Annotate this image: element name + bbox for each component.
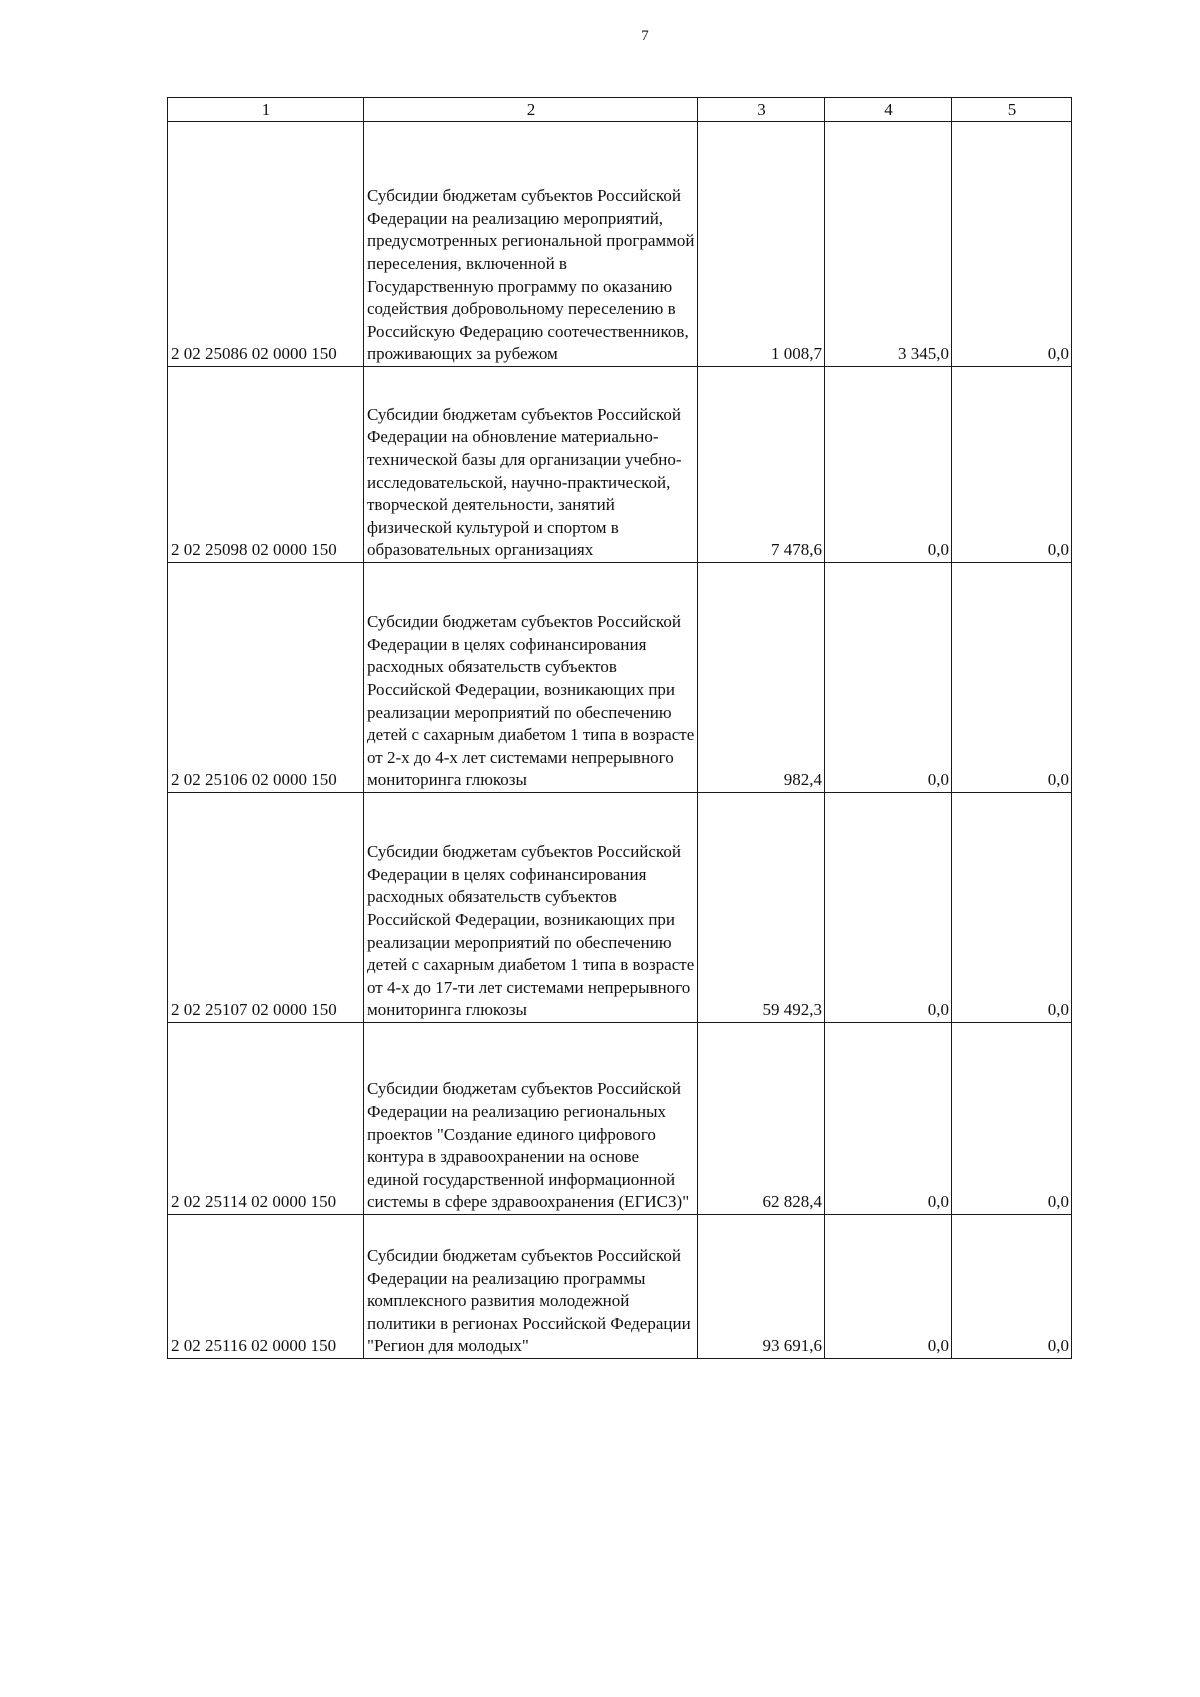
subsidy-description-text: Субсидии бюджетам субъектов Российской Федерации на реализацию программы комплексного развития молодежной политики в регионах Российской Федерации "Регион для молодых" [367, 1246, 691, 1356]
header-col-2: 2 [364, 98, 698, 122]
subsidy-description [364, 793, 698, 1023]
amount-col-3: 59 492,3 [698, 793, 825, 1023]
amount-col-5: 0,0 [952, 1023, 1072, 1215]
subsidy-description-text: Субсидии бюджетам субъектов Российской Федерации на обновление материально-технической базы для организации учебно-исследовательской, научно-практической, творческой деятельности, занятий физической культурой и спортом в образовательных организациях [367, 404, 682, 560]
table-row [168, 1023, 1072, 1215]
amount-col-5: 0,0 [952, 122, 1072, 367]
amount-col-4: 3 345,0 [825, 122, 952, 367]
table-row [168, 563, 1072, 793]
table-row [168, 367, 1072, 563]
amount-col-4: 0,0 [825, 367, 952, 563]
amount-col-4: 0,0 [825, 1215, 952, 1359]
subsidy-description-text: Субсидии бюджетам субъектов Российской Федерации на реализацию региональных проектов "Создание единого цифрового контура в здравоохранении на основе единой государственной информационной системы в сфере здравоохранения (ЕГИСЗ)" [367, 1079, 690, 1212]
amount-col-3: 1 008,7 [698, 122, 825, 367]
header-col-3: 3 [698, 98, 825, 122]
budget-code: 2 02 25086 02 0000 150 [168, 122, 364, 367]
header-col-5: 5 [952, 98, 1072, 122]
amount-col-4: 0,0 [825, 793, 952, 1023]
amount-col-4: 0,0 [825, 1023, 952, 1215]
amount-col-5: 0,0 [952, 1215, 1072, 1359]
subsidy-description [364, 367, 698, 563]
subsidy-description-text: Субсидии бюджетам субъектов Российской Федерации в целях софинансирования расходных обязательств субъектов Российской Федерации, возникающих при реализации мероприятий по обеспечению детей с сахарным диабетом 1 типа в возрасте от 4-х до 17-ти лет системами непрерывного мониторинга глюкозы [367, 842, 695, 1020]
subsidy-description-text: Субсидии бюджетам субъектов Российской Федерации в целях софинансирования расходных обязательств субъектов Российской Федерации, возникающих при реализации мероприятий по обеспечению детей с сахарным диабетом 1 типа в возрасте от 2-х до 4-х лет системами непрерывного мониторинга глюкозы [367, 612, 695, 790]
header-col-4: 4 [825, 98, 952, 122]
budget-code: 2 02 25116 02 0000 150 [168, 1215, 364, 1359]
header-col-1: 1 [168, 98, 364, 122]
budget-code: 2 02 25114 02 0000 150 [168, 1023, 364, 1215]
amount-col-3: 93 691,6 [698, 1215, 825, 1359]
amount-col-3: 62 828,4 [698, 1023, 825, 1215]
budget-code: 2 02 25098 02 0000 150 [168, 367, 364, 563]
header-row [168, 98, 1072, 122]
amount-col-4: 0,0 [825, 563, 952, 793]
amount-col-5: 0,0 [952, 367, 1072, 563]
subsidy-description [364, 122, 698, 367]
amount-col-3: 7 478,6 [698, 367, 825, 563]
budget-table [167, 97, 1072, 1359]
table-row [168, 122, 1072, 367]
subsidy-description [364, 1215, 698, 1359]
page-number: 7 [641, 28, 649, 44]
amount-col-3: 982,4 [698, 563, 825, 793]
budget-code: 2 02 25107 02 0000 150 [168, 793, 364, 1023]
table-row [168, 793, 1072, 1023]
amount-col-5: 0,0 [952, 793, 1072, 1023]
subsidy-description [364, 563, 698, 793]
subsidy-description-text: Субсидии бюджетам субъектов Российской Федерации на реализацию мероприятий, предусмотренных региональной программой переселения, включенной в Государственную программу по оказанию содействия добровольному переселению в Российскую Федерацию соотечественников, проживающих за рубежом [367, 186, 695, 364]
amount-col-5: 0,0 [952, 563, 1072, 793]
table-row [168, 1215, 1072, 1359]
budget-code: 2 02 25106 02 0000 150 [168, 563, 364, 793]
subsidy-description [364, 1023, 698, 1215]
